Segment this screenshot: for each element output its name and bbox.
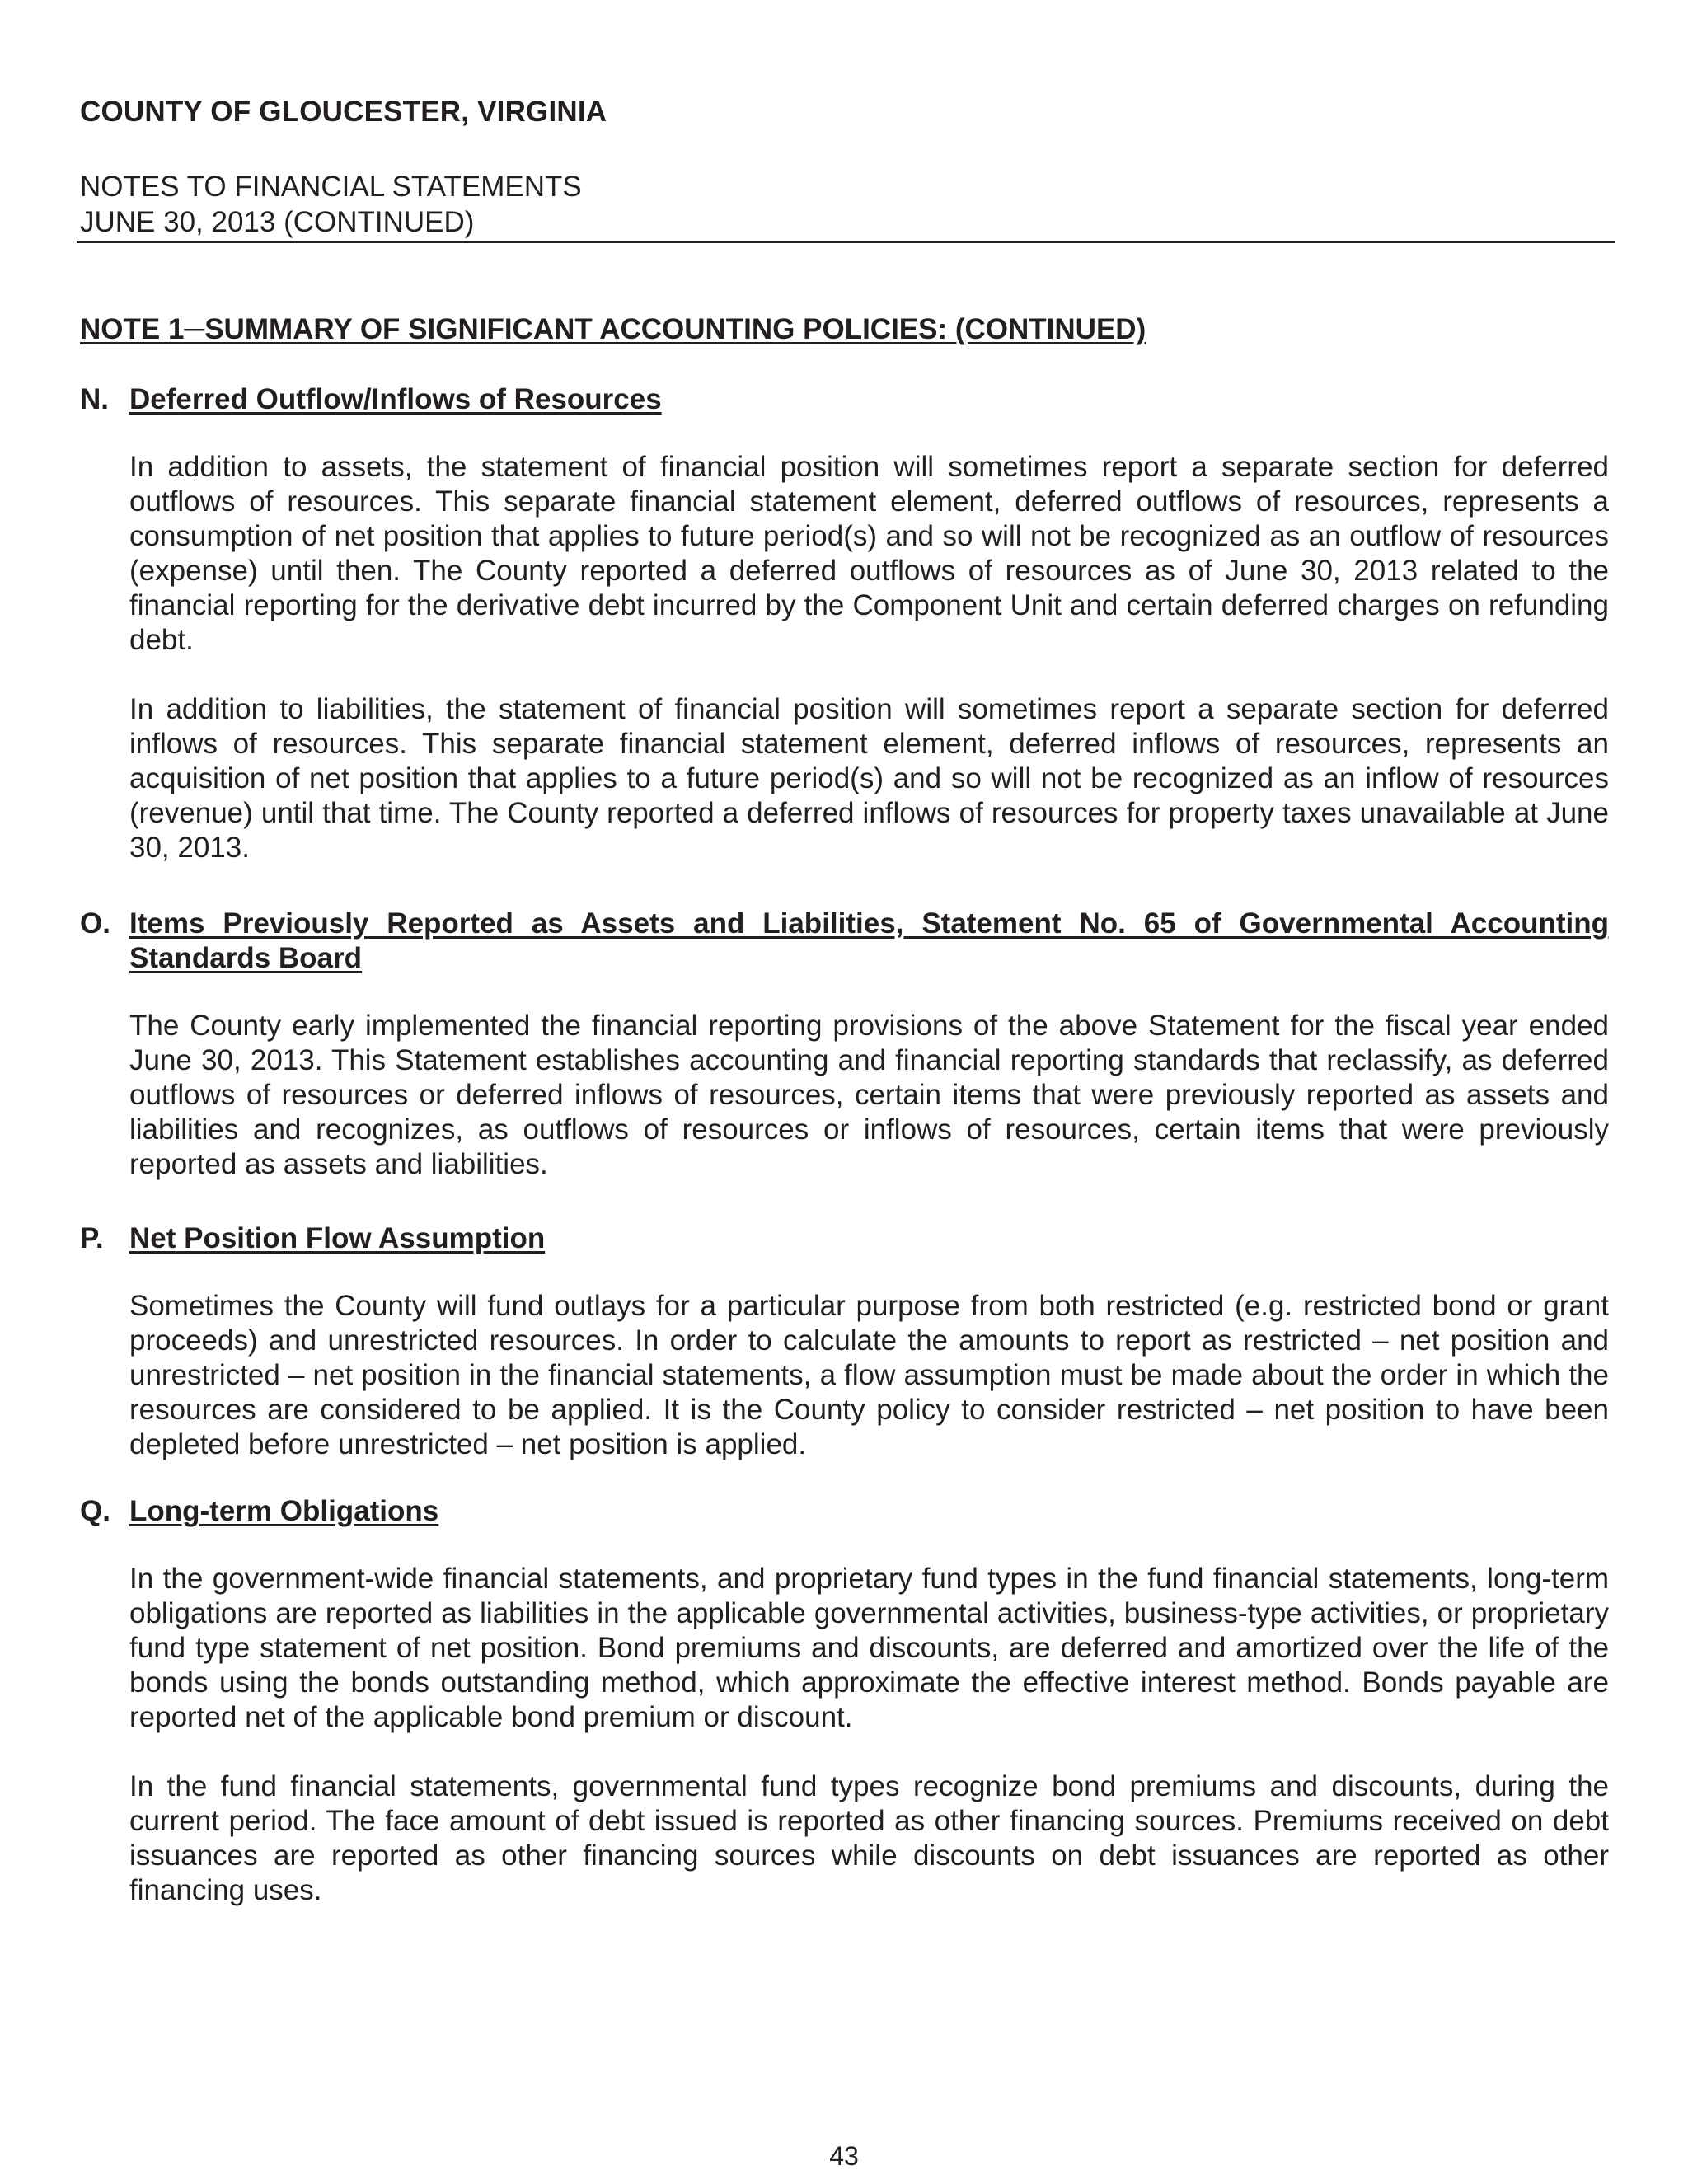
section-letter: N.: [80, 383, 109, 415]
section-letter: O.: [80, 907, 110, 940]
section-letter: Q.: [80, 1495, 110, 1527]
section-p: [80, 1221, 1609, 1462]
section-title: Items Previously Reported as Assets and Liabilities, Statement No. 65 of Governmental Accounting Standards Board: [129, 907, 1609, 974]
section-q: [80, 1494, 1609, 1908]
section-n: [80, 382, 1609, 865]
note-heading: NOTE 1─SUMMARY OF SIGNIFICANT ACCOUNTING POLICIES: (CONTINUED): [80, 313, 1146, 345]
paragraph: In addition to assets, the statement of financial position will sometimes report a separate section for deferred outflows of resources. This separate financial statement element, deferred outflows of resources, represents a consumption of net position that applies to future period(s) and so will not be recognized as an outflow of resources (expense) until then. The County reported a deferred outflows of resources as of June 30, 2013 related to the financial reporting for the derivative debt incurred by the Component Unit and certain deferred charges on refunding debt.: [129, 451, 1609, 656]
section-title: Net Position Flow Assumption: [129, 1222, 546, 1254]
document-date: JUNE 30, 2013 (CONTINUED): [80, 206, 475, 238]
section-title: Deferred Outflow/Inflows of Resources: [129, 383, 662, 415]
paragraph: Sometimes the County will fund outlays for a particular purpose from both restricted (e.g. restricted bond or grant proceeds) and unrestricted resources. In order to calculate the amounts to report as restricted – net position and unrestricted – net position in the financial statements, a flow assumption must be made about the order in which the resources are considered to be applied. It is the County policy to consider restricted – net position to have been depleted before unrestricted – net position is applied.: [129, 1290, 1609, 1460]
paragraph: The County early implemented the financial reporting provisions of the above Statement for the fiscal year ended June 30, 2013. This Statement establishes accounting and financial reporting standards that reclassify, as deferred outflows of resources or deferred inflows of resources, certain items that were previously reported as assets and liabilities and recognizes, as outflows of resources or inflows of resources, certain items that were previously reported as assets and liabilities.: [129, 1010, 1609, 1180]
paragraph: In the government-wide financial statements, and proprietary fund types in the fund financial statements, long-term obligations are reported as liabilities in the applicable governmental activities, business-type activities, or proprietary fund type statement of net position. Bond premiums and discounts, are deferred and amortized over the life of the bonds using the bonds outstanding method, which approximate the effective interest method. Bonds payable are reported net of the applicable bond premium or discount.: [129, 1563, 1609, 1733]
document-header: [80, 169, 582, 240]
document-title: NOTES TO FINANCIAL STATEMENTS: [80, 171, 582, 203]
header-divider: [77, 241, 1615, 243]
county-name: COUNTY OF GLOUCESTER, VIRGINIA: [80, 96, 607, 128]
paragraph: In addition to liabilities, the statement of financial position will sometimes report a separate section for deferred inflows of resources. This separate financial statement element, deferred inflows of resources, represents an acquisition of net position that applies to a future period(s) and so will not be recognized as an inflow of resources (revenue) until that time. The County reported a deferred inflows of resources for property taxes unavailable at June 30, 2013.: [129, 693, 1609, 864]
page-number: 43: [829, 2141, 859, 2171]
section-title: Long-term Obligations: [129, 1495, 439, 1527]
section-o: [80, 907, 1609, 1182]
section-letter: P.: [80, 1222, 104, 1254]
paragraph: In the fund financial statements, governmental fund types recognize bond premiums and discounts, during the current period. The face amount of debt issued is reported as other financing sources. Premiums received on debt issuances are reported as other financing sources while discounts on debt issuances are reported as other financing uses.: [129, 1770, 1609, 1906]
